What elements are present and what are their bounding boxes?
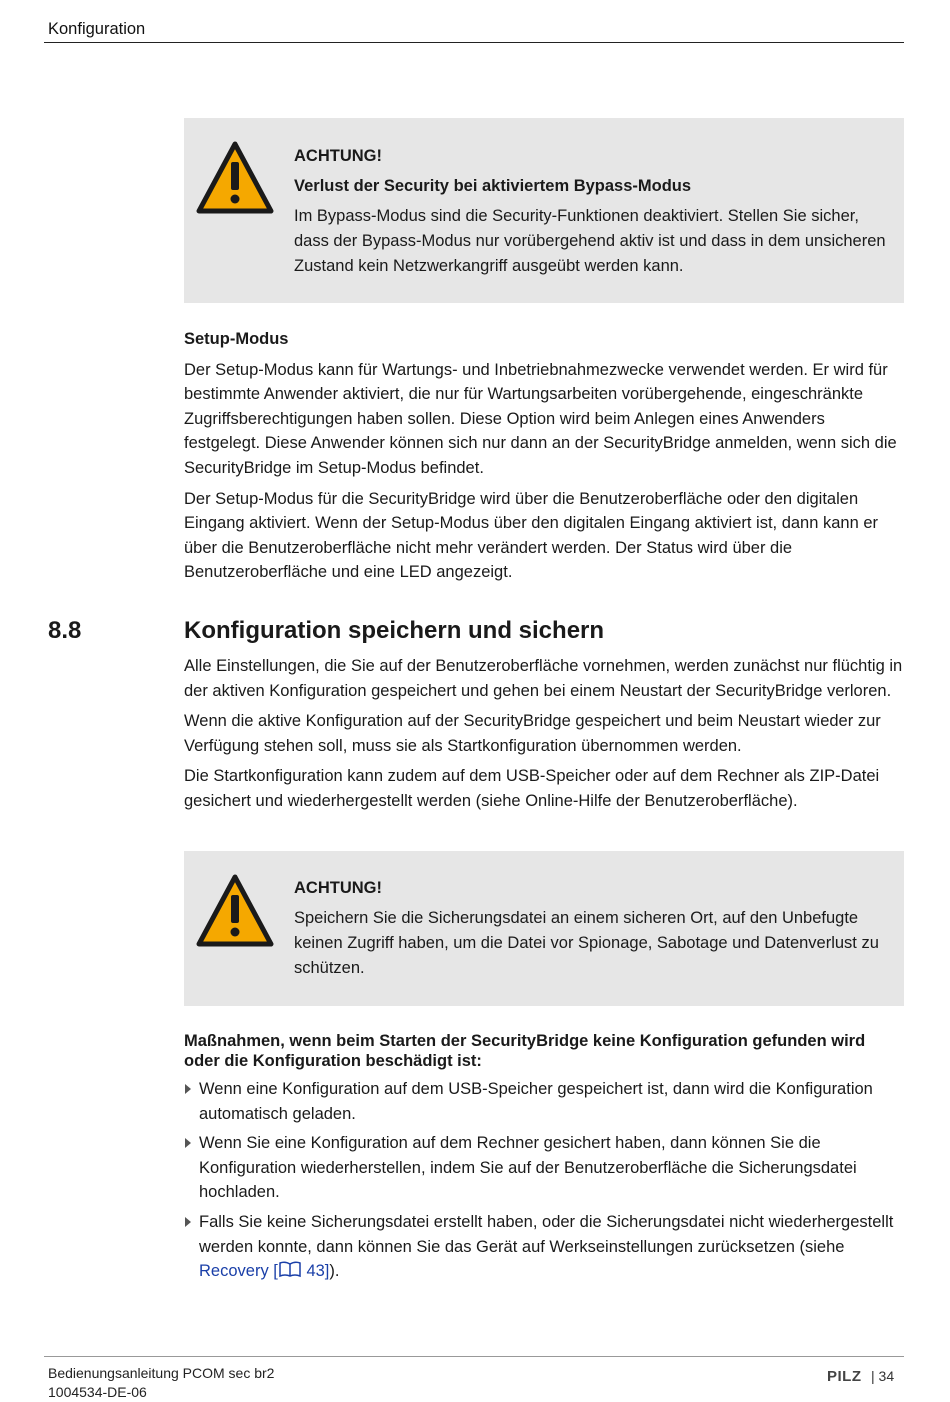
setup-mode-paragraph-1: Der Setup-Modus kann für Wartungs- und Inbetriebnahmezwecke verwendet werden. Er wird für bestimmte Anwender aktiviert, die nur für Wartungsarbeiten vorübergehende, eingeschränkte Zugriffsberechtigungen haben sollen. Diese Option wird beim Anlegen eines Anwenders festgelegt. Diese Anwender können sich nur dann an der SecurityBridge anmelden, wenn sich die SecurityBridge im Setup-Modus befindet. [184, 360, 897, 477]
list-item [184, 1210, 904, 1284]
warning-text: Speichern Sie die Sicherungsdatei an einem sicheren Ort, auf den Unbefugte keinen Zugriff haben, um die Datei vor Spionage, Sabotage und Datenverlust zu schützen. [294, 909, 879, 977]
section-paragraph-2: Wenn die aktive Konfiguration auf der SecurityBridge gespeichert und beim Neustart wieder zur Verfügung stehen soll, muss sie als Startkonfiguration übernommen werden. [184, 712, 881, 755]
list-item-text: Wenn Sie eine Konfiguration auf dem Rechner gesichert haben, dann können Sie die Konfiguration wiederherstellen, indem Sie auf der Benutzeroberfläche die Sicherungsdatei hochladen. [199, 1134, 857, 1202]
footer-doc-info [48, 1364, 274, 1402]
measures-list [184, 1077, 904, 1284]
section-number: 8.8 [48, 617, 82, 644]
warning-triangle-icon [196, 873, 274, 949]
list-item [184, 1131, 904, 1205]
section-paragraph-1: Alle Einstellungen, die Sie auf der Benutzeroberfläche vornehmen, werden zunächst nur flüchtig in der aktiven Konfiguration gespeichert und gehen bei einem Neustart der SecurityBridge verloren. [184, 657, 903, 700]
list-item [184, 1077, 904, 1126]
list-item-text: Falls Sie keine Sicherungsdatei erstellt haben, oder die Sicherungsdatei nicht wiederhergestellt werden konnte, dann können Sie das Gerät auf Werkseinstellungen zurücksetzen (siehe [199, 1212, 894, 1256]
bullet-arrow-icon [185, 1138, 191, 1148]
recovery-link-text: Recovery [ [199, 1262, 278, 1281]
bullet-arrow-icon [185, 1084, 191, 1094]
recovery-link[interactable] [199, 1262, 329, 1280]
bullet-arrow-icon [185, 1217, 191, 1227]
setup-mode-paragraph-2: Der Setup-Modus für die SecurityBridge wird über die Benutzeroberfläche oder den digitalen Eingang aktiviert. Wenn der Setup-Modus über den digitalen Eingang aktiviert ist, dann kann er über die Benutzeroberfläche nicht mehr verändert werden. Der Status wird über die Benutzeroberfläche und eine LED angezeigt. [184, 489, 879, 582]
footer-divider [44, 1356, 904, 1357]
warning-box-bypass [184, 118, 904, 303]
warning-text: Im Bypass-Modus sind die Security-Funktionen deaktiviert. Stellen Sie sicher, dass der Bypass-Modus nur vorübergehend aktiv ist und dass in dem unsicheren Zustand kein Netzwerkangriff ausgeübt werden kann. [294, 207, 886, 275]
measures-block [184, 1031, 904, 1289]
section-paragraph-3: Die Startkonfiguration kann zudem auf dem USB-Speicher oder auf dem Rechner als ZIP-Datei gesichert und wiederhergestellt werden (siehe Online-Hilfe der Benutzeroberfläche). [184, 767, 880, 810]
footer-doc-title: Bedienungsanleitung PCOM sec br2 [48, 1365, 275, 1381]
section-body [184, 654, 904, 814]
recovery-link-page: 43] [301, 1262, 330, 1281]
setup-mode-heading: Setup-Modus [184, 330, 289, 348]
warning-box-backup [184, 851, 904, 1006]
warning-label: ACHTUNG! [294, 879, 382, 897]
warning-triangle-icon [196, 140, 274, 216]
page-header-title: Konfiguration [48, 20, 146, 38]
list-item-text: Wenn eine Konfiguration auf dem USB-Speicher gespeichert ist, dann wird die Konfiguration automatisch geladen. [199, 1080, 873, 1123]
pilz-logo: PILZ [827, 1368, 862, 1385]
list-item-suffix: ). [329, 1262, 340, 1281]
warning-label: ACHTUNG! [294, 147, 382, 165]
warning-subtitle: Verlust der Security bei aktiviertem Bypass-Modus [294, 177, 692, 195]
measures-heading: Maßnahmen, wenn beim Starten der SecurityBridge keine Konfiguration gefunden wird oder die Konfiguration beschädigt ist: [184, 1032, 866, 1070]
book-icon [278, 1260, 302, 1278]
section-title: Konfiguration speichern und sichern [184, 617, 605, 644]
setup-mode-block [184, 327, 904, 585]
header-divider [44, 42, 904, 43]
page-number: | 34 [871, 1368, 895, 1384]
footer-doc-number: 1004534-DE-06 [48, 1384, 147, 1400]
